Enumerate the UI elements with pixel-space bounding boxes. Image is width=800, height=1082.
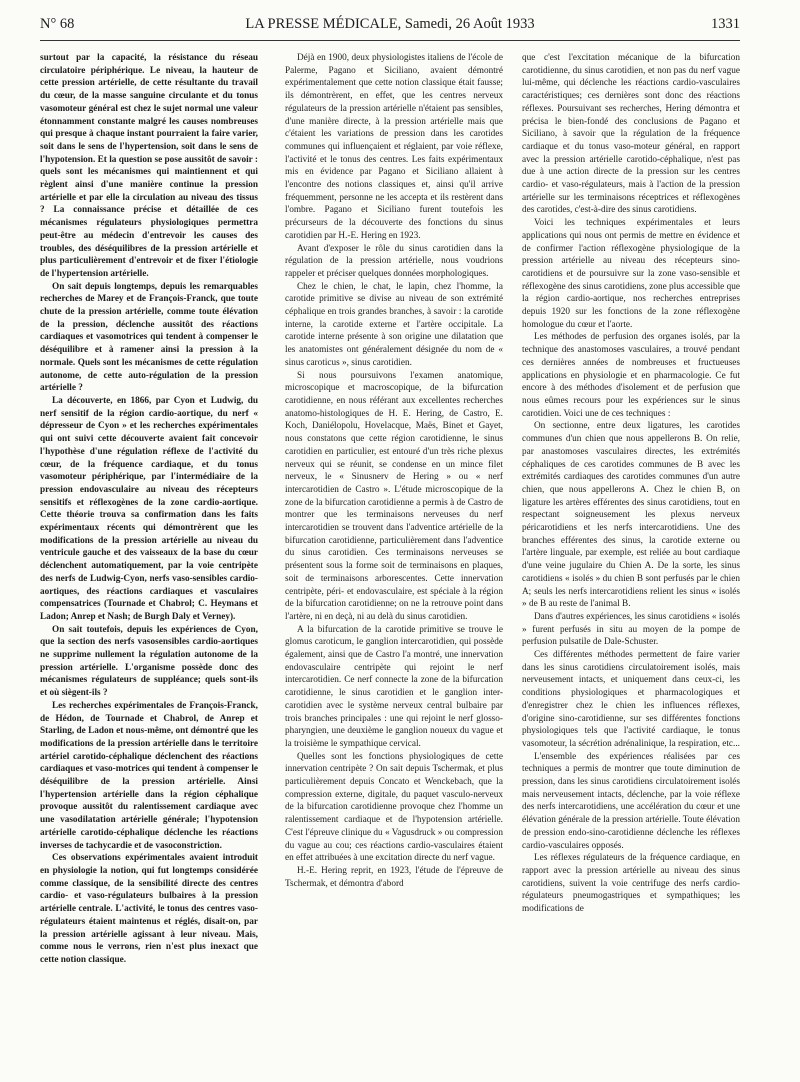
paragraph: Les recherches expérimentales de François-Franck, de Hédon, de Tournade et Chabrol, de Anrep et Starling, de Ladon et nous-même, ont démontré que les modifications de la pression artérielle dans le territoire artériel carotido-céphalique déclenchent des réactions cardiaques et vaso-motrices qui tendent à compenser le déséquilibre de la pression artérielle. Ainsi l'hypertension artérielle dans la région céphalique provoque aussitôt du ralentissement cardiaque avec une vasodilatation artérielle générale; l'hypotension artérielle carotido-céphalique déclenche les réactions inverses de tachycardie et de vasoconstriction. — [40, 700, 258, 851]
header-rule — [40, 40, 740, 41]
paragraph: Ces observations expérimentales avaient introduit en physiologie la notion, qui fut longtemps considérée comme classique, de la sensibilité directe des centres cardio- et vaso-régulateurs bulbaires à la pression artérielle centrale. L'activité, le tonus des centres vaso-régulateurs étaient maintenus et réglés, disait-on, par la pression artérielle agissant à leur niveau. Mais, comme nous le verrons, rien n'est plus inexact que cette notion classique. — [40, 853, 258, 965]
page-number-left: N° 68 — [40, 16, 75, 32]
text-column-2 — [285, 52, 503, 1067]
paragraph: H.-E. Hering reprit, en 1923, l'étude de l'épreuve de Tschermak, et démontra d'abord — [285, 866, 503, 889]
page-header — [40, 16, 740, 42]
paragraph: On sectionne, entre deux ligatures, les carotides communes d'un chien que nous appellerons B. On relie, par anastomoses vasculaires directes, les extrémités céphaliques de ces carotides communes de B avec les extrémités cardiaques des carotides communes d'un autre chien, que nous appellerons A. Chez le chien B, on ligature les artères efférentes des sinus carotidiens, tout en respectant soigneusement les plexus nerveux péricarotidiens et les nerfs intercarotidiens. Une des branches efférentes des sinus, la carotide externe ou l'artère linguale, par exemple, est reliée au bout cardiaque d'une veine jugulaire du Chien A. De la sorte, les sinus carotidiens « isolés » du chien B sont perfusés par le chien A; seuls les nerfs intercarotidiens relient les sinus « isolés » de B au reste de l'animal B. — [522, 421, 740, 610]
paragraph: On sait depuis longtemps, depuis les remarquables recherches de Marey et de François-Franck, que toute chute de la pression artérielle, comme toute élévation de la pression, déclenche aussitôt des réactions cardiaques et vasomotrices qui tendent à compenser le déséquilibre et à ramener ainsi la pression à la normale. Quels sont les mécanismes de cette régulation autonome, de cette auto-régulation de la pression artérielle ? — [40, 281, 258, 394]
paragraph: L'ensemble des expériences réalisées par ces techniques a permis de montrer que toute diminution de pression, dans les sinus carotidiens circulatoirement isolés mais nerveusement intacts, déclenche, par la voie réflexe des nerfs intercarotidiens, une accélération du cœur et une élévation générale de la pression artérielle. Toute élévation de pression endo-sino-carotidienne déclenche les réflexes cardio-vasculaires opposés. — [522, 751, 740, 851]
paragraph: Chez le chien, le chat, le lapin, chez l'homme, la carotide primitive se divise au niveau de son extrémité céphalique en trois grandes branches, à savoir : la carotide interne, la carotide externe et l'artère occipitale. La carotide interne présente à son origine une dilatation que les anatomistes ont généralement désignée du nom de « sinus caroticus », sinus carotidien. — [285, 281, 503, 368]
paragraph: La découverte, en 1866, par Cyon et Ludwig, du nerf sensitif de la région cardio-aortique, du nerf « dépresseur de Cyon » et les recherches expérimentales qui ont suivi cette découverte avaient fait concevoir l'hypothèse d'une régulation réflexe de l'activité du cœur, de la fréquence cardiaque, et du tonus vasomoteur périphérique, par l'intermédiaire de la pression endovasculaire au niveau des récepteurs sensitifs et réflexogènes de la zone cardio-aortique. Cette théorie trouva sa confirmation dans les faits expérimentaux récents qui démontrèrent que les modifications de la pression artérielle au niveau du ventricule gauche et des vaisseaux de la base du cœur déclenchent automatiquement, par la voie centripète des nerfs de Ludwig-Cyon, nerfs vaso-sensibles cardio-aortiques, des réactions cardiaques et vasculaires compensatrices (Tournade et Chabrol; C. Heymans et Ladon; Anrep et Nash; de Burgh Daly et Verney). — [40, 395, 258, 622]
paragraph: A la bifurcation de la carotide primitive se trouve le glomus caroticum, le ganglion intercarotidien, qui possède également, ainsi que de Castro l'a montré, une innervation endovasculaire centripète qui rejoint le nerf intercarotidien. Ce nerf connecte la zone de la bifurcation carotidienne, le sinus carotidien et le ganglion inter-carotidien avec le système nerveux central bulbaire par trois branches principales : une qui rejoint le nerf glosso-pharyngien, une deuxième le ganglion noueux du vague et la troisième le sympathique cervical. — [285, 624, 503, 749]
paragraph: On sait toutefois, depuis les expériences de Cyon, que la section des nerfs vasosensibles cardio-aortiques ne supprime nullement la régulation autonome de la pression artérielle. L'organisme possède donc des mécanismes régulateurs de suppléance; quels sont-ils et où siègent-ils ? — [40, 624, 258, 699]
text-column-3 — [522, 52, 740, 1067]
paragraph: Déjà en 1900, deux physiologistes italiens de l'école de Palerme, Pagano et Siciliano, avaient démontré expérimentalement que cette notion classique était fausse; ils démontrèrent, en effet, que les centres nerveux régulateurs de la pression artérielle n'étaient pas sensibles, d'une manière directe, à la pression artérielle mais que c'étaient les variations de pression dans les carotides communes qui influençaient et réglaient, par voie réflexe, l'activité et le tonus des centres. Les faits expérimentaux mis en évidence par Pagano et Siciliano allaient à l'encontre des notions classiques et, ainsi qu'il arrive fréquemment, personne ne les accepta et ils restèrent dans l'ombre. Pagano et Siciliano furent toutefois les précurseurs de la découverte des fonctions du sinus carotidien par H.-E. Hering en 1923. — [285, 53, 503, 241]
running-title: LA PRESSE MÉDICALE, Samedi, 26 Août 1933 — [245, 16, 535, 32]
paragraph: que c'est l'excitation mécanique de la bifurcation carotidienne, du sinus carotidien, et non pas du nerf vague lui-même, qui déclenche les réactions cardio-vasculaires caractéristiques; ces dernières sont donc des réactions réflexes. Poursuivant ses recherches, Hering démontra et précisa le bien-fondé des conclusions de Pagano et Siciliano, à savoir que la régulation de la fréquence cardiaque et du tonus vaso-moteur général, en rapport avec la pression artérielle carotido-céphalique, n'est pas due à une action directe de la pression sur les centres cardio- et vaso-régulateurs, mais à l'action de la pression artérielle sur les terminaisons réceptrices et réflexogènes des carotides, c'est-à-dire des sinus carotidiens. — [522, 53, 740, 216]
paragraph: Si nous poursuivons l'examen anatomique, microscopique et macroscopique, de la bifurcation carotidienne, en nous référant aux excellentes recherches anatomo-histologiques de H. E. Hering, de Castro, E. Koch, Daniélopolu, Hovelacque, Maës, Binet et Gayet, nous constatons que cette région carotidienne, le sinus carotidien en particulier, est entouré d'un très riche plexus nerveux qui se réunit, se condense en un mince filet nerveux, le « Sinusnerv de Hering » ou « nerf intercarotidien de Castro ». L'étude microscopique de la zone de la bifurcation carotidienne a permis à de Castro de montrer que les terminaisons nerveuses du nerf intercarotidien se trouvent dans l'adventice artérielle de la bifurcation carotidienne, particulièrement dans l'adventice du sinus carotidien. Ces terminaisons nerveuses se présentent sous la forme soit de terminaisons en plaques, soit de terminaisons arborescentes. Cette innervation centripète, péri- et endovasculaire, est spéciale à la région de la bifurcation carotidienne; on ne la retrouve point dans l'artère, ni en deçà, ni au delà du sinus carotidien. — [285, 370, 503, 622]
paragraph: Les méthodes de perfusion des organes isolés, par la technique des anastomoses vasculaires, a trouvé pendant ces dernières années de nombreuses et fructueuses applications en physiologie et en pharmacologie. Ce fut encore à des méthodes d'isolement et de perfusion que nous eûmes recours pour les expériences sur le sinus carotidien. Voici une de ces techniques : — [522, 332, 740, 419]
paragraph: Ces différentes méthodes permettent de faire varier dans les sinus carotidiens circulatoirement isolés, mais nerveusement intacts, et uniquement dans ceux-ci, les conditions physiologiques et pharmacologiques et d'enregistrer chez le chien les influences réflexes, d'origine sino-carotidienne, sur ses différentes fonctions physiologiques tels que l'activité cardiaque, le tonus vasomoteur, la sécrétion adrénalinique, la respiration, etc... — [522, 650, 740, 749]
paragraph: Dans d'autres expériences, les sinus carotidiens « isolés » furent perfusés in situ au moyen de la pompe de perfusion pulsatile de Dale-Schuster. — [522, 611, 740, 648]
paragraph: Les réflexes régulateurs de la fréquence cardiaque, en rapport avec la pression artérielle au niveau des sinus carotidiens, suivent la voie centrifuge des nerfs cardio-régulateurs pneumogastriques et sympathiques; les modifications de — [522, 853, 740, 915]
paragraph: Avant d'exposer le rôle du sinus carotidien dans la régulation de la pression artérielle, nous voudrions rappeler et préciser quelques données morphologiques. — [285, 243, 503, 279]
paragraph: surtout par la capacité, la résistance du réseau circulatoire périphérique. Le niveau, la hauteur de cette pression artérielle, de cette résultante du travail du cœur, de la masse sanguine circulante et du tonus vasomoteur général est chez le sujet normal une valeur étonnamment constante malgré les causes nombreuses qui presque à chaque instant pourraient la faire varier, soit dans le sens de l'hypertension, soit dans le sens de l'hypotension. Et la question se pose aussitôt de savoir : quels sont les mécanismes qui maintiennent et qui règlent ainsi d'une manière continue la pression artérielle et par elle la circulation au niveau des tissus ? La connaissance précise et détaillée de ces mécanismes régulateurs physiologiques permettra peut-être au médecin d'entrevoir les causes des troubles, des déséquilibres de la pression artérielle et plus particulièrement d'entrevoir et de fixer l'étiologie de l'hypertension artérielle. — [40, 53, 258, 279]
text-column-1 — [40, 52, 258, 1067]
page-number-right: 1331 — [711, 16, 740, 32]
paragraph: Voici les techniques expérimentales et leurs applications qui nous ont permis de mettre en évidence et de confirmer l'action réflexogène physiologique de la pression artérielle au niveau des récepteurs sino-carotidiens et de poursuivre sur la zone vaso-sensible et réflexogène des sinus carotidiens, zone plus accessible que la région cardio-aortique, nos recherches entreprises depuis 1920 sur les fonctions de la zone réflexogène homologue du cœur et l'aorte. — [522, 218, 740, 330]
paragraph: Quelles sont les fonctions physiologiques de cette innervation centripète ? On sait depuis Tschermak, et plus particulièrement depuis Concato et Wenckebach, que la compression externe, digitale, du paquet vasculo-nerveux de la bifurcation carotidienne provoque chez l'homme un ralentissement cardiaque et de l'hypotension artérielle. C'est l'épreuve clinique du « Vagusdruck » ou compression du vague au cou; ces réactions cardio-vasculaires étaient en effet attribuées à une excitation directe du nerf vague. — [285, 751, 503, 864]
